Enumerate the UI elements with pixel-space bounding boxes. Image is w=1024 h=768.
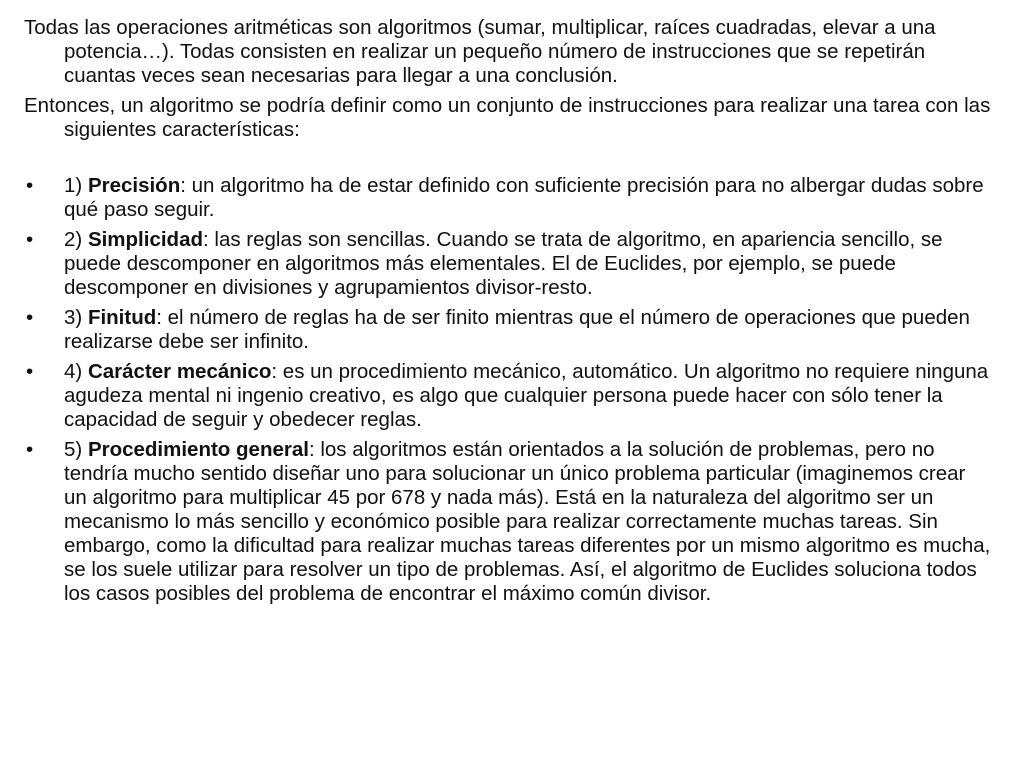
characteristic-precision <box>24 174 992 222</box>
characteristic-simplicity <box>24 228 992 300</box>
characteristic-number: 2) <box>64 228 88 251</box>
characteristic-term: Simplicidad <box>87 228 203 251</box>
characteristic-mechanical <box>24 360 992 432</box>
characteristic-text: : los algoritmos están orientados a la solución de problemas, pero no tendría mucho sentido diseñar uno para solucionar un único problema particular (imaginemos crear un algoritmo para multiplicar 45 por 678 y nada más). Está en la naturaleza del algoritmo ser un mecanismo lo más sencillo y económico posible para realizar correctamente muchas tareas. Sin embargo, como la dificultad para realizar muchas tareas diferentes por un mismo algoritmo es mucha, se los suele utilizar para resolver un tipo de problemas. Así, el algoritmo de Euclides soluciona todos los casos posibles del problema de encontrar el máximo común divisor. <box>64 438 991 605</box>
characteristic-text: : un algoritmo ha de estar definido con suficiente precisión para no albergar dudas sobre qué paso seguir. <box>64 174 984 221</box>
characteristic-number: 3) <box>64 306 88 329</box>
bullet-icon: • <box>26 174 34 197</box>
characteristic-text: : es un procedimiento mecánico, automático. Un algoritmo no requiere ninguna agudeza mental ni ingenio creativo, es algo que cualquier persona puede hacer con sólo tener la capacidad de seguir y obedecer reglas. <box>64 360 989 431</box>
bullet-icon: • <box>26 306 34 329</box>
definition-paragraph: Entonces, un algoritmo se podría definir como un conjunto de instrucciones para realizar una tarea con las siguientes características: <box>24 94 991 141</box>
characteristic-term: Procedimiento general <box>87 438 309 461</box>
characteristic-number: 4) <box>64 360 88 383</box>
bullet-icon: • <box>26 228 34 251</box>
characteristic-number: 1) <box>64 174 88 197</box>
characteristic-term: Precisión <box>87 174 181 197</box>
characteristic-finitude <box>24 306 992 354</box>
intro-paragraph: Todas las operaciones aritméticas son algoritmos (sumar, multiplicar, raíces cuadradas, elevar a una potencia…). Todas consisten en realizar un pequeño número de instrucciones que se repetirán cuantas veces sean necesarias para llegar a una conclusión. <box>24 16 936 87</box>
characteristic-general-procedure <box>24 438 992 606</box>
characteristic-number: 5) <box>64 438 88 461</box>
characteristic-term: Finitud <box>87 306 157 329</box>
characteristic-term: Carácter mecánico <box>87 360 272 383</box>
bullet-icon: • <box>26 360 34 383</box>
slide-content <box>24 16 992 612</box>
characteristics-list <box>24 174 992 606</box>
spacer <box>24 148 992 174</box>
characteristic-text: : las reglas son sencillas. Cuando se trata de algoritmo, en apariencia sencillo, se puede descomponer en algoritmos más elementales. El de Euclides, por ejemplo, se puede descomponer en divisiones y agrupamientos divisor-resto. <box>64 228 943 299</box>
bullet-icon: • <box>26 438 34 461</box>
characteristic-text: : el número de reglas ha de ser finito mientras que el número de operaciones que pueden realizarse debe ser infinito. <box>64 306 970 353</box>
